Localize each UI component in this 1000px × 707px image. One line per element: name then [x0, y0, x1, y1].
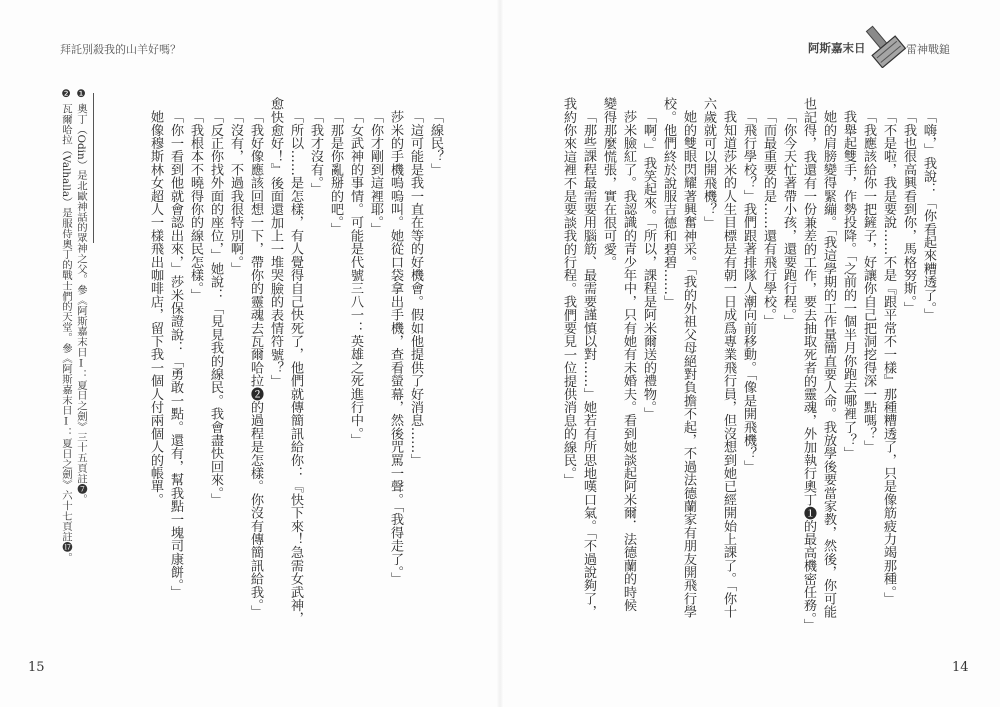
footnote: ❷ 瓦爾哈拉（Valhalla）是服侍奧丁的戰士們的天堂。參《阿斯嘉末日Ⅰ：夏日之劍》六十七頁註⓱。 [60, 88, 72, 563]
text-line: 「沒有，不過我很特別啊。」 [228, 110, 243, 276]
page-number-left: 15 [28, 660, 45, 675]
text-line: 「而最重要的是……還有飛行學校。」 [761, 110, 776, 328]
footnotes [57, 88, 88, 648]
text-line: 「你一看到他就會認出來，」莎米保證說：「勇敢一點。還有，幫我點一塊司康餅。」 [168, 110, 183, 599]
text-line: 「那是你亂掰的吧。」 [328, 110, 343, 236]
text-line: 「我好像應該回想一下，帶你的靈魂去瓦爾哈拉❷的過程是怎樣。你沒有傳簡訊給我。」 [248, 110, 263, 619]
text-line: 「我應該給你一把鏟子，好讓你自己把洞挖得深一點嗎？」 [861, 110, 876, 454]
text-line: 「線民？」 [428, 110, 443, 177]
text-line: 她的肩膀變得緊繃。「我這學期的工作量簡直要人命。我放學後要當家教，然後，你可能 [821, 110, 836, 619]
page-number-right: 14 [952, 660, 969, 675]
text-line: 「我根本不曉得你的線民怎樣。」 [188, 110, 203, 302]
text-line: 也記得，我還有一份兼差的工作，要去抽取死者的靈魂，外加執行奧丁❶的最高機密任務。」 [801, 97, 816, 632]
text-line: 她的雙眼閃耀著興奮神采。「我的外祖父母絕對負擔不起，不過法德蘭家有朋友開飛行學 [681, 110, 696, 619]
footnote: ❶ 奧丁（Odin）是北歐神話的眾神之父。參《阿斯嘉末日Ⅰ：夏日之劍》三十五頁註❼。 [75, 88, 87, 505]
text-line: 「我才沒有。」 [308, 110, 323, 196]
text-line: 六歲就可以開飛機？」 [701, 97, 716, 229]
text-line: 「女武神的事情。可能是代號三八一：英雄之死進行中。」 [348, 110, 363, 447]
text-line: 「不是啦，我是要說……不是『跟平常不一樣』那種糟透了，只是像筋疲力竭那種。」 [881, 110, 896, 606]
text-line: 「我也很高興看到你，馬格努斯。」 [901, 110, 916, 315]
left-page-text [145, 97, 445, 647]
series-title: 阿斯嘉末日 [808, 41, 866, 55]
book-gutter [496, 0, 504, 707]
text-line: 「嗨，」我說：「你看起來糟透了。」 [921, 110, 936, 322]
text-line: 「你今天忙著帶小孩，還要跑行程。」 [781, 110, 796, 328]
text-line: 她像穆斯林女超人一樣飛出咖啡店，留下我一個人付兩個人的帳單。 [148, 110, 163, 507]
text-line: 「飛行學校？」我們跟著排隊人潮向前移動。「像是開飛機？」 [741, 110, 756, 474]
text-line: 「反正你找外面的座位，」她說：「見見我的線民。我會盡快回來。」 [208, 110, 223, 507]
text-line: 校。他們終於說服吉德和碧碧……」 [661, 97, 676, 309]
text-line: 莎米臉紅了。我認識的青少年中，只有她有未婚夫。看到她談起阿米爾．法德蘭的時候 [621, 110, 636, 612]
text-line: 我知道莎米的人生目標是有朝一日成爲專業飛行員，但沒想到她已經開始上課了。「你十 [721, 110, 736, 619]
text-line: 愈快愈好！』後面還加上一堆哭臉的表情符號？」 [268, 97, 283, 388]
text-line: 莎米的手機嗚嗚叫。她從口袋拿出手機，查看螢幕，然後咒罵一聲。「我得走了。」 [388, 110, 403, 586]
text-line: 「那些課程最需要用腦筋、最需要謹慎以對……」她若有所思地嘆口氣。「不過說夠了， [581, 110, 596, 619]
text-line: 「這可能是我一直在等的好機會。假如他提供了好消息……」 [408, 110, 423, 467]
text-line: 「啊。」我笑起來。「所以，課程是阿米爾送的禮物。」 [641, 110, 656, 421]
hammer-icon [860, 22, 906, 68]
footnote-divider [93, 93, 94, 243]
left-running-title: 拜託別殺我的山羊好嗎？ [60, 43, 181, 56]
text-line: 我約你來這裡不是要談我的行程。我們要見一位提供消息的線民。」 [561, 97, 576, 487]
text-line: 我舉起雙手，作勢投降。「之前的一個半月你跑去哪裡了？」 [841, 110, 856, 460]
right-page-text [557, 97, 938, 647]
text-line: 變得那麼慌張，實在很可愛。 [601, 97, 616, 269]
book-title: 雷神戰鎚 [906, 43, 950, 56]
text-line: 「所以……是怎樣，有人覺得自己快死了，他們就傳簡訊給你：『快下來！急需女武神， [288, 110, 303, 625]
text-line: 「你才剛到這裡耶。」 [368, 110, 383, 236]
